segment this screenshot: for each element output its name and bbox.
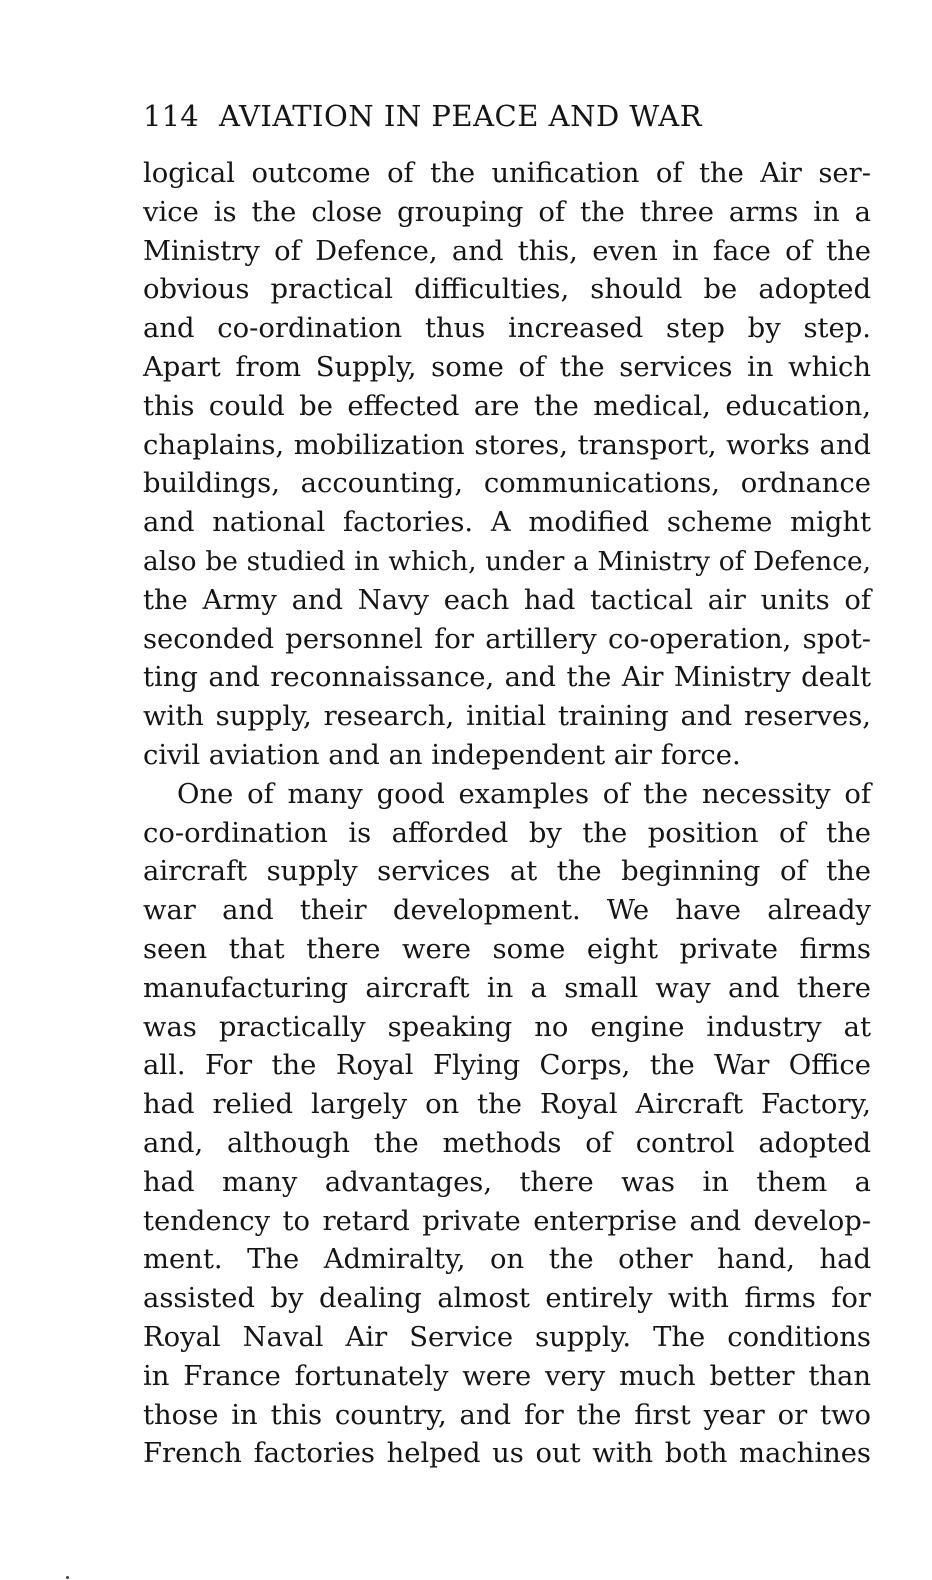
text-line: ment. The Admiralty, on the other hand, had: [143, 1244, 871, 1276]
text-line: civil aviation and an independent air force.: [143, 739, 741, 771]
text-line: assisted by dealing almost entirely with firms for: [143, 1283, 871, 1315]
text-line: was practically speaking no engine industry at: [143, 1011, 871, 1043]
book-title: AVIATION IN PEACE AND WAR: [218, 99, 703, 133]
body-text: [143, 155, 871, 1474]
text-line: in France fortunately were very much better than: [143, 1360, 871, 1392]
text-line: manufacturing aircraft in a small way and there: [143, 972, 871, 1004]
page-number: 114: [143, 99, 199, 133]
text-line: seconded personnel for artillery co-operation, spot-: [143, 623, 871, 655]
text-line: chaplains, mobilization stores, transport, works and: [143, 429, 871, 461]
text-line: all. For the Royal Flying Corps, the War Office: [143, 1050, 871, 1082]
text-line: Apart from Supply, some of the services in which: [143, 351, 871, 383]
text-line: vice is the close grouping of the three arms in a: [143, 196, 871, 228]
text-line: seen that there were some eight private firms: [143, 933, 871, 965]
text-line: war and their development. We have already: [143, 895, 871, 927]
text-line: aircraft supply services at the beginning of the: [143, 856, 871, 888]
text-line: tendency to retard private enterprise and develop-: [143, 1205, 871, 1237]
text-line: and national factories. A modified scheme might: [143, 507, 871, 539]
text-line: and, although the methods of control adopted: [143, 1127, 871, 1159]
scan-speck: [66, 1576, 69, 1579]
text-line: and co-ordination thus increased step by step.: [143, 313, 871, 345]
text-line: with supply, research, initial training and reserves,: [143, 701, 871, 733]
text-line: this could be effected are the medical, education,: [143, 390, 871, 422]
text-line: also be studied in which, under a Ministry of Defence,: [143, 546, 871, 577]
text-line: had many advantages, there was in them a: [143, 1166, 871, 1198]
text-line: logical outcome of the unification of the Air ser-: [143, 158, 871, 189]
text-line: ting and reconnaissance, and the Air Ministry dealt: [143, 662, 871, 694]
text-line: had relied largely on the Royal Aircraft Factory,: [143, 1089, 871, 1121]
text-line: French factories helped us out with both machines: [143, 1438, 871, 1470]
text-line: obvious practical difficulties, should be adopted: [143, 274, 871, 306]
text-line: the Army and Navy each had tactical air units of: [143, 584, 871, 616]
text-line: One of many good examples of the necessity of: [177, 778, 871, 810]
text-line: buildings, accounting, communications, ordnance: [143, 468, 871, 500]
text-line: those in this country, and for the first year or two: [143, 1399, 871, 1431]
text-line: Ministry of Defence, and this, even in face of the: [143, 235, 871, 267]
text-line: co-ordination is afforded by the position of the: [143, 817, 871, 849]
running-head: [143, 94, 871, 138]
text-line: Royal Naval Air Service supply. The conditions: [143, 1321, 871, 1353]
